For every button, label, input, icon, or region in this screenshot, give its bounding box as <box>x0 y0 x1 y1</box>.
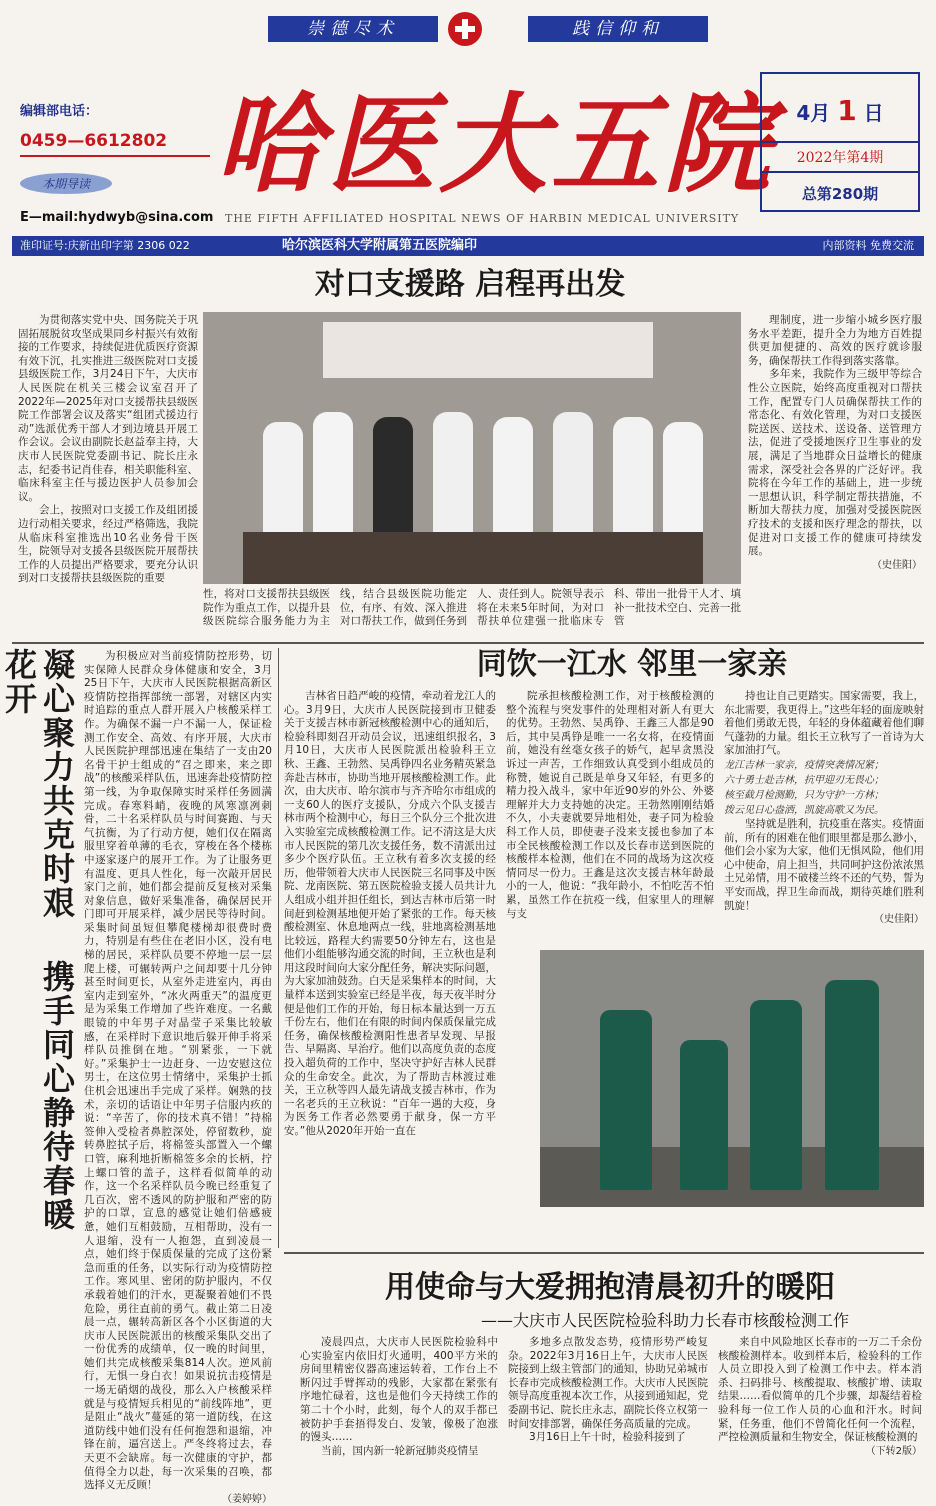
slogan-right: 践信仰和 <box>528 16 708 42</box>
issue-total: 总第280期 <box>801 185 879 203</box>
issue-guide-badge: 本期导读 <box>20 173 112 194</box>
top-banner <box>268 12 708 46</box>
article4-para4: 3月16日上午十时，检验科接到了 <box>529 1431 686 1444</box>
article1-below-photo <box>203 588 741 640</box>
article3-para2: 院承担核酸检测工作，对于核酸检测的整个流程与突发事件的处理相对新人有更大的优势。王勃然、吴禹铮、王鑫三人都是90后，其中吴禹铮是唯一一名女将，在疫情面前，她没有丝毫女孩子的娇气，起早贪黑没诉过一声苦，工作细致认真受到小组成员的称赞，她说自己既是单身又年轻，有更多的精力投入战斗，家中年近90岁的外公、外婆理解并大力支持她的决定。王勃然刚刚结婚不久，小夫妻就要异地相处，妻子同为检验科工作人员，即使妻子没来支援也参加了本市全民核酸检测工作以及长春市送到医院的核酸样本检测，他们在不同的战场为这次疫情同尽一份力。王鑫是这次支援吉林年龄最小的一人，他说：“我年龄小，不怕吃苦不怕累，虽然工作在抗疫一线，但家里人的理解与支 <box>506 690 714 920</box>
article3-byline: （史佳阳） <box>874 914 924 926</box>
issue-year: 2022年第4期 <box>762 141 918 173</box>
article1-para1: 为贯彻落实党中央、国务院关于巩固拓展脱贫攻坚成果同乡村振兴有效衔接的工作要求，持续促进优质医疗资源有效下沉，扎实推进三级医院对口支援县级医院工作，3月24日下午，大庆市人民医院在机关三楼会议室召开了2022年—2025年对口支援帮扶县级医院工作部署会议及落实“组团式援边行动”选派优秀干部人才到边境县开展工作会议。会议由副院长赵益奉主持，大庆市人民医院党委副书记、院长庄永志，纪委书记肖佳春，相关职能科室、临床科室主任与援边医护人员参加会议。 <box>18 314 198 503</box>
article1-col3 <box>748 314 922 640</box>
article4-para5: 来自中风险地区长春市的一万二千余份核酸检测样本。收到样本后，检验科的工作人员立即投入到了检测工作中去。样本消杀、扫码排号、核酸提取、核酸扩增、读取结果……看似简单的几个步骤，却凝结着检验科每一位工作人员的心血和汗水。时间紧，任务重，他们不曾简化任何一个流程，严控检测质量和生物安全，保证核酸检测的 <box>718 1336 922 1444</box>
meeting-table <box>243 532 703 584</box>
editorial-email: E—mail:hydwyb@sina.com <box>20 210 214 225</box>
article4-para1: 凌晨四点，大庆市人民医院检验科中心实验室内依旧灯火通明，400平方米的房间里精密仪器高速运转着，工作台上不断闪过手臂挥动的残影，大家都在紧张有序地忙碌着，这也是他们今天持续工作的第二十个小时，此刻，每个人的双手都已被防护手套捂得发白、发皱，像极了泡涨的馒头…… <box>300 1336 498 1444</box>
photo-person <box>750 1000 802 1190</box>
article2-vertical-title: 凝心聚力共克时艰 携手同心静待春暖花开 <box>0 648 76 1232</box>
article1-headline: 对口支援路 启程再出发 <box>314 267 626 302</box>
article1-byline: （史佳阳） <box>872 559 922 571</box>
article1-para4: 理制度，进一步缩小城乡医疗服务水平差距，提升全力为地方百姓提供更加便捷的、高效的医疗就诊服务，确保帮扶工作得到落实落靠。 <box>748 314 922 367</box>
column-divider <box>278 648 279 1248</box>
newspaper-title: 哈医大五院 <box>215 82 776 208</box>
photo-person <box>680 1040 728 1190</box>
article4-col1 <box>300 1336 498 1472</box>
article4-para3: 多地多点散发态势，疫情形势严峻复杂。2022年3月16日上午，大庆市人民医院接到上级主管部门的通知，协助兄弟城市长春市完成核酸检测工作。大庆市人民医院领导高度重视本次工作，从接到通知起，党委副书记、院长庄永志，副院长佟立权第一时间安排部署，确保任务高质量的完成。 <box>508 1336 708 1430</box>
hospital-logo-icon <box>448 12 482 46</box>
publisher: 哈尔滨医科大学附属第五医院编印 <box>282 238 478 253</box>
meeting-photo <box>203 312 741 584</box>
issue-day: 1 <box>837 94 857 127</box>
slogan-left: 崇德尽术 <box>268 16 438 42</box>
poem-line: 龙江吉林一家亲，疫情突袭情况紧； <box>724 759 884 771</box>
article4-col2 <box>508 1336 708 1472</box>
article3-headline: 同饮一江水 邻里一家亲 <box>476 647 788 682</box>
article3-poem <box>724 758 924 818</box>
issue-month: 4月 <box>796 101 831 125</box>
article1-para3: 性，将对口支援帮扶县级医院作为重点工作，以提升县级医院综合服务能力为主线，结合县级医院功能定位，有序、有效、深入推进对口帮扶工作，做到任务到人、责任到人。院领导表示将在未来5年时间，为对口帮扶单位建强一批临床专科、带出一批骨干人才、填补一批技术空白、完善一批管 <box>203 588 741 628</box>
article4-headline: 用使命与大爱拥抱清晨初升的暖阳 <box>385 1270 835 1305</box>
editorial-phone: 0459—6612802 <box>20 131 210 157</box>
poem-line: 拨云见日心盎洒，凯旋高歌又为民。 <box>724 804 884 816</box>
lab-team-photo <box>540 950 924 1207</box>
section-divider <box>284 1252 924 1254</box>
meeting-banner <box>323 322 653 378</box>
issue-box <box>760 72 920 212</box>
article4-col3 <box>718 1336 922 1472</box>
article1-para2: 会上，按照对口支援工作及组团援边行动相关要求，经过严格筛选，我院从临床科室推选出10名业务骨干医生，院领导对支援各县级医院开展帮扶工作的人员提出严格要求，要充分认识到对口支援帮扶县级医院的重要 <box>18 504 198 585</box>
info-bar <box>12 236 924 256</box>
poem-line: 核至截月检测勤，只为守护一方林； <box>724 789 884 801</box>
article3-col3 <box>724 690 924 946</box>
issue-date <box>762 94 918 127</box>
newspaper-title-english: THE FIFTH AFFILIATED HOSPITAL NEWS OF HARBIN MEDICAL UNIVERSITY <box>225 212 740 225</box>
article1-para5: 多年来，我院作为三级甲等综合性公立医院，始终高度重视对口帮扶工作，配置专门人员确保帮扶工作的常态化、有效化管理，为对口支援医院送医、送技术、送设备、送管理方法，促进了受援地医疗卫生事业的发展，满足了当地群众日益增长的健康需求，深受社会各界的广泛好评。我院将在今年工作的基础上，进一步统一思想认识，科学制定帮扶措施，不断加大帮扶力度，加强对受援医院医疗技术的支援和医疗理念的帮扶，以促进对口支援工作的健康可持续发展。 <box>748 368 922 558</box>
article2-byline: （姜婷婷） <box>222 1493 272 1505</box>
article3-col1 <box>284 690 496 1250</box>
article2-para: 为积极应对当前疫情防控形势，切实保障人民群众身体健康和安全，3月25日下午，大庆市人民医院根据高新区疫情防控指挥部统一部署，对辖区内实时追踪的重点人群开展入户核酸采样工作。为确保不漏一户不漏一人，保证检测工作安全、高效、有序开展，大庆市人民医院护理部迅速在集结了一支由20名骨干护士组成的“召之即来，来之即战”的核酸采样队伍，迅速奔赴疫情防控第一线，为争取保障实时采样任务圆满完成。春寒料峭，夜晚的风寒凛冽刺骨，二十名采样队员与时间赛跑、与天气抗衡，为了行动方便，她们仅在隔离服里穿着单薄的毛衣，穿梭在各个楼栋中逐家逐户的展开工作。为了让服务更有温度、更具人性化，每一次敲开居民家门之前，她们都会提前反复核对采集对象信息，做好采集准备，确保居民开门即可开展采样，减少居民等待时间。采集时间虽短但攀爬楼梯却很费时费力，特别是有些住在老旧小区，没有电梯的居民，采样队员要不停地一层一层爬上楼，可辗转两户之间却要十几分钟甚至时间更长，从室外走进室内，再由室内走到室外，“冰火两重天”的温度更是为采集工作增加了些许难度。一名戴眼镜的中年男子对晶莹子采集比较敏感，在采样时下意识地后躲开伸手将采样队员推倒在地。“别紧张，一下就好。”采集护士一边赶身、一边安慰这位男士，在这位男士情绪中，采集护士抓住机会迅速出手完成了采样。娴熟的技术，亲切的话语让中年男子信服内疚的说：“辛苦了，你的技术真不错！”持棉签伸入受检者鼻腔深处，停留数秒，旋转鼻腔拭子后，将棉签头部置入一个螺口管，麻利地折断棉签多余的长柄，拧上螺口管的盖子，这样看似简单的动作，这一个名采样队员今晚已经重复了几百次，密不透风的防护服和严密的防护的口罩，宣息的感觉让她们倍感疲惫，她们互相鼓励，互相帮助，没有一人退缩，没有一人抱怨，直到凌晨一点，她们终于保质保量的完成了这份紧急而重的任务，以实际行动为疫情防控工作。寒风里、密闭的防护服内，不仅承载着她们的汗水，更凝聚着她们不畏危险，勇往直前的勇气。截止第二日凌晨一点，辗转高新区各个小区街道的大庆市人民医院派出的核酸采集队交出了一份优秀的成绩单，仅一晚的时间里，她们共完成核酸采集814人次。逆风前行，无惧一身白衣！如果说抗击疫情是一场无硝烟的战役，那么入户核酸采样就是与疫情短兵相见的“前线阵地”，更是阻止“战火”蔓延的第一道防线，在这道防线中她们没有任何抱怨和退缩，冲锋在前，逼宫送上。严冬终将过去，春天更不会缺席。每一次健康的守护，都值得全力以赴，每一次采集的召唤，都选择义无反顾！ <box>84 650 272 1492</box>
article2-body <box>84 650 272 1505</box>
article3-para4: 坚持就是胜利，抗疫重在落实。疫情面前，所有的困难在他们眼里都是那么渺小，他们会小家为大家，他们无惧风险，他们用心中使命，肩上担当，共同呵护这份浓浓黑土兄弟情，用不破楼兰终不还的气势，誓为平安而战，捍卫生命而战，期待英雄们胜利凯旋！ <box>724 817 924 912</box>
article4-continued: （下转2版） <box>865 1445 922 1457</box>
article1-col1 <box>18 314 198 640</box>
editorial-label: 编辑部电话： <box>20 104 99 119</box>
distribution-note: 内部资料 免费交流 <box>822 239 914 252</box>
article4-subheadline: ——大庆市人民医院检验科助力长春市核酸检测工作 <box>480 1311 849 1330</box>
photo-person <box>600 1010 652 1190</box>
print-permit: 准印证号:庆新出印字第 2306 022 <box>20 239 190 252</box>
issue-day-suffix: 日 <box>863 101 884 125</box>
photo-person <box>825 980 879 1190</box>
article3-para3: 持也让自己更踏实。国家需要，我上，东北需要，我更得上。”这些年轻的面庞映射着他们勇敢无畏，年轻的身体蕴藏着他们聊气蓬勃的力量。组长王立秋写了一首诗为大家加油打气。 <box>724 690 924 757</box>
poem-line: 六十勇士赴吉林，抗甲迎刃无畏心； <box>724 774 884 786</box>
editorial-info <box>20 100 210 194</box>
article4-para2: 当前，国内新一轮新冠肺炎疫情呈 <box>321 1444 479 1457</box>
article3-para1: 吉林省日趋严峻的疫情，牵动着龙江人的心。3月9日，大庆市人民医院接到市卫健委关于支援吉林市新冠核酸检测中心的通知后，检验科即刻召开动员会议，迅速组织报名，3月10日，大庆市人民医院派出检验科王立秋、王鑫、王勃然、吴禹铮四名业务精英紧急奔赴吉林市，协助当地开展核酸检测工作。此次，由大庆市、哈尔滨市与齐齐哈尔市组成的一支60人的医疗支援队，分成六个队支援吉林市两个检测中心，每日三个队分三个批次进入实验室完成核酸检测工作。记不清这是大庆市人民医院的第几次支援任务，数不清派出过多少个医疗队伍。王立秋有着多次支援的经历，他带领着大庆市人民医院三名同事及中医院、龙南医院、第五医院检验支援人员共计九人组成小组并担任组长，到达吉林市后第一时间赶到检测基地便开始了紧张的工作。每天核酸检测室、休息地两点一线，驻地离检测基地比较远，路程大约需要50分钟左右，这也是他们小组能够沟通交流的时间，王立秋也是利用这段时间向大家分配任务，解决实际问题，为大家加油鼓劲。白天是采集样本的时间，大量样本送到实验室已经是半夜，每天夜半时分便是他们工作的开始，每日标本量达到一万五千份左右，他们在有限的时间内保质保量完成任务，确保核酸检测阳性患者早发现、早报告、早隔离、早治疗。他们以高度负责的态度投入超负荷的工作中，坚决守护好吉林人民群众的生命安全。此次，为了帮助吉林渡过难关，王立秋等四人最先请战支援吉林市，作为一名老兵的王立秋说：“百年一遇的大疫，身为医务工作者必然要勇于献身，保一方平安。”他从2020年开始一直在 <box>284 690 496 1137</box>
article3-col2 <box>506 690 714 946</box>
